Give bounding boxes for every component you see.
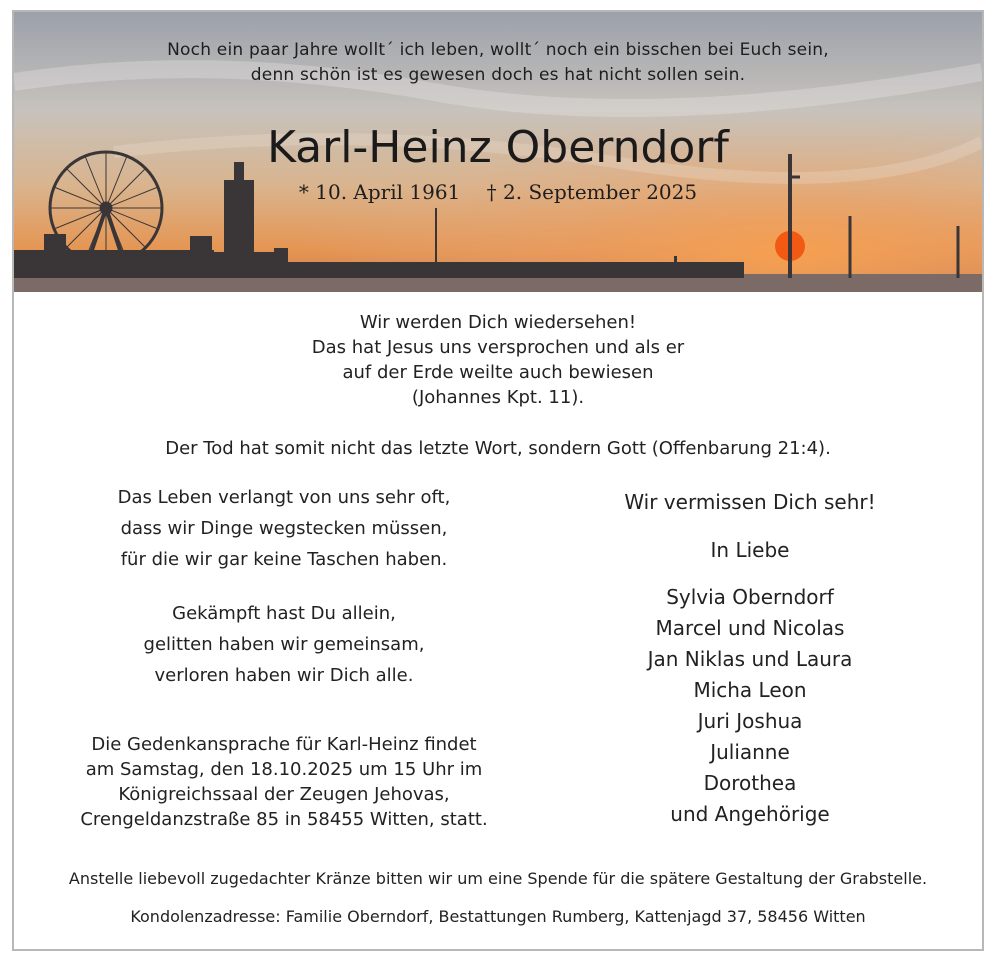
memorial-info bbox=[74, 732, 494, 832]
verse-line: Wir werden Dich wiedersehen! bbox=[359, 312, 637, 333]
donation-request: Anstelle liebevoll zugedachter Kränze bitten wir um eine Spende für die spätere Gestaltung der Grabstelle. bbox=[68, 869, 928, 888]
memorial-line: Die Gedenkansprache für Karl-Heinz findet bbox=[91, 734, 477, 755]
leben-line: für die wir gar keine Taschen haben. bbox=[120, 549, 448, 570]
in-love-line: In Liebe bbox=[710, 538, 790, 562]
mourner-name: Sylvia Oberndorf bbox=[666, 585, 834, 609]
gekaempft-verse bbox=[74, 598, 494, 691]
memorial-line: Königreichssaal der Zeugen Jehovas, bbox=[118, 784, 450, 805]
mourner-name: Juri Joshua bbox=[697, 709, 803, 733]
sunset-banner bbox=[14, 12, 982, 292]
mourner-name: Marcel und Nicolas bbox=[655, 616, 845, 640]
opening-poem bbox=[14, 38, 982, 88]
tod-statement: Der Tod hat somit nicht das letzte Wort, sondern Gott (Offenbarung 21:4). bbox=[165, 438, 831, 459]
mourner-name: Micha Leon bbox=[693, 678, 807, 702]
death-date: † 2. September 2025 bbox=[486, 180, 698, 204]
deceased-name: Karl-Heinz Oberndorf bbox=[267, 122, 729, 173]
miss-you-line: Wir vermissen Dich sehr! bbox=[624, 490, 876, 514]
memorial-line: Crengeldanzstraße 85 in 58455 Witten, statt. bbox=[80, 809, 488, 830]
gekaempft-line: Gekämpft hast Du allein, bbox=[172, 603, 396, 624]
verse-line: auf der Erde weilte auch bewiesen bbox=[342, 362, 654, 383]
mourner-name: Dorothea bbox=[703, 771, 797, 795]
condolence-address: Kondolenzadresse: Familie Oberndorf, Bestattungen Rumberg, Kattenjagd 37, 58456 Witten bbox=[130, 907, 866, 926]
leben-verse bbox=[74, 482, 494, 575]
verse-line: (Johannes Kpt. 11). bbox=[411, 387, 585, 408]
gekaempft-line: gelitten haben wir gemeinsam, bbox=[143, 634, 425, 655]
leben-line: dass wir Dinge wegstecken müssen, bbox=[120, 518, 448, 539]
gekaempft-line: verloren haben wir Dich alle. bbox=[154, 665, 414, 686]
obituary-frame bbox=[12, 10, 984, 951]
bible-verse bbox=[14, 310, 982, 410]
poem-line: Noch ein paar Jahre wollt´ ich leben, wollt´ noch ein bisschen bei Euch sein, bbox=[167, 40, 829, 60]
mourner-name: Julianne bbox=[710, 740, 790, 764]
mourners-list bbox=[550, 582, 950, 830]
mourner-name: und Angehörige bbox=[670, 802, 830, 826]
verse-line: Das hat Jesus uns versprochen und als er bbox=[311, 337, 685, 358]
mourner-name: Jan Niklas und Laura bbox=[647, 647, 853, 671]
life-dates bbox=[14, 178, 982, 206]
poem-line: denn schön ist es gewesen doch es hat nicht sollen sein. bbox=[250, 65, 746, 85]
memorial-line: am Samstag, den 18.10.2025 um 15 Uhr im bbox=[85, 759, 483, 780]
leben-line: Das Leben verlangt von uns sehr oft, bbox=[117, 487, 451, 508]
birth-date: * 10. April 1961 bbox=[298, 180, 461, 204]
